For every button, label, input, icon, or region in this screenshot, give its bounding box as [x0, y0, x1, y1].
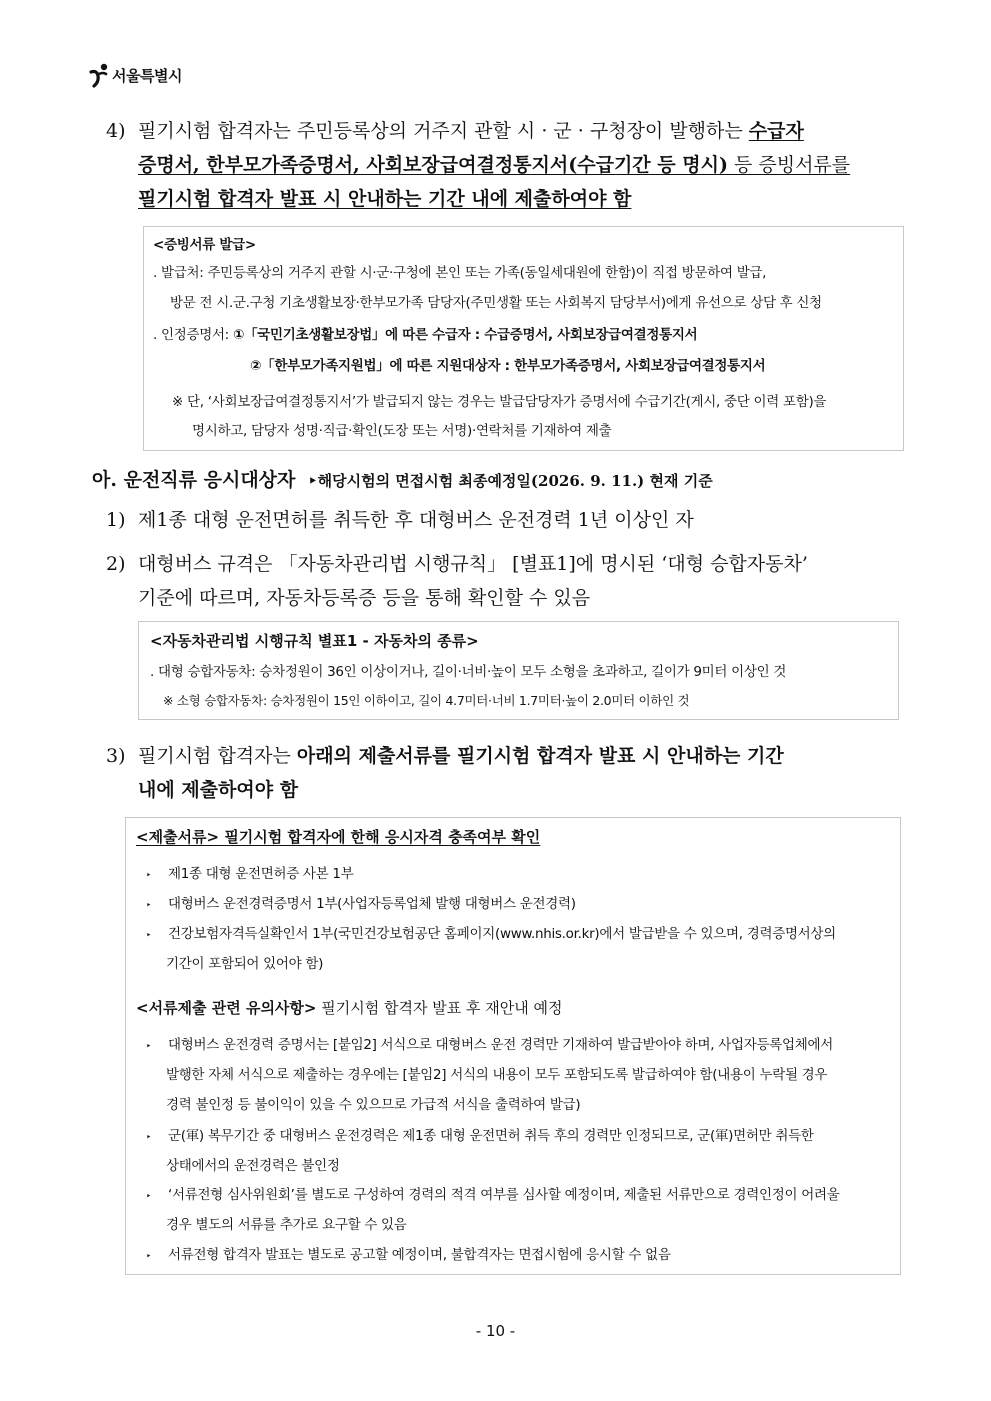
submission-item-2-text: 대형버스 운전경력증명서 1부(사업자등록업체 발행 대형버스 운전경력): [168, 896, 576, 912]
proof-box-line3-emphasis: ①「국민기초생활보장법」에 따른 수급자 : 수급증명서, 사회보장급여결정통지서: [232, 327, 698, 343]
submission-item-1: [146, 859, 353, 892]
item4-line2: [138, 148, 850, 182]
item3-line1-emphasis: 아래의 제출서류를 필기시험 합격자 발표 시 안내하는 기간: [296, 745, 784, 767]
item2-number: 2): [106, 553, 126, 575]
proof-box-note2: 명시하고, 담당자 성명·직급·확인(도장 또는 서명)·연락처를 기재하여 제출: [192, 423, 612, 439]
bullet-icon: ‣: [146, 931, 152, 941]
item4-line2-text: 등 증빙서류를: [727, 154, 851, 176]
vehicle-box-title: <자동차관리법 시행규칙 별표1 - 자동차의 종류>: [150, 632, 479, 650]
item2-line2: 기준에 따르며, 자동차등록증 등을 통해 확인할 수 있음: [138, 587, 591, 609]
item1-text: 제1종 대형 운전면허를 취득한 후 대형버스 운전경력 1년 이상인 자: [138, 509, 694, 531]
bullet-icon: ‣: [146, 1192, 152, 1202]
item3-line2: 내에 제출하여야 함: [138, 779, 299, 801]
notice-item-3-line1: ‘서류전형 심사위원회’를 별도로 구성하여 경력의 적격 여부를 심사할 예정이며, 제출된 서류만으로 경력인정이 어려울: [168, 1187, 840, 1203]
vehicle-box-line2: ※ 소형 승합자동차: 승차정원이 15인 이하이고, 길이 4.7미터·너비 1.7미터·높이 2.0미터 이하인 것: [163, 693, 690, 708]
notice-item-4: [146, 1240, 671, 1273]
submission-item-3-text: 건강보험자격득실확인서 1부(국민건강보험공단 홈페이지(www.nhis.or.kr)에서 발급받을 수 있으며, 경력증명서상의: [168, 926, 836, 942]
notice-item-1-line3: 경력 불인정 등 불이익이 있을 수 있으므로 가급적 서식을 출력하여 발급): [166, 1097, 581, 1113]
item4-line1-text: 필기시험 합격자는 주민등록상의 거주지 관할 시 · 군 · 구청장이 발행하는: [138, 120, 749, 142]
proof-box-line4: ②「한부모가족지원법」에 따른 지원대상자 : 한부모가족증명서, 사회보장급여결정통지서: [250, 358, 766, 374]
item3-line1: [138, 739, 784, 773]
logo-text: 서울특별시: [112, 66, 182, 85]
section-heading: [92, 465, 713, 496]
item4-line3: 필기시험 합격자 발표 시 안내하는 기간 내에 제출하여야 함: [138, 188, 632, 210]
item4-number: 4): [106, 120, 126, 142]
submission-box-title: <제출서류> 필기시험 합격자에 한해 응시자격 충족여부 확인: [136, 828, 541, 846]
proof-box-line2: 방문 전 시.군.구청 기초생활보장·한부모가족 담당자(주민생활 또는 사회복지 담당부서)에게 유선으로 상담 후 신청: [170, 295, 822, 311]
page-number: - 10 -: [475, 1322, 516, 1340]
item3-number: 3): [106, 745, 126, 767]
notice-title: <서류제출 관련 유의사항>: [136, 999, 317, 1017]
section-heading-sub: ‣해당시험의 면접시험 최종예정일(2026. 9. 11.) 현재 기준: [308, 472, 713, 490]
header-logo: [88, 62, 182, 88]
proof-box-note1: ※ 단, ‘사회보장급여결정통지서’가 발급되지 않는 경우는 발급담당자가 증명서에 수급기간(게시, 중단 이력 포함)을: [172, 394, 827, 410]
item3-line1-text: 필기시험 합격자는: [138, 745, 297, 767]
notice-item-3: [146, 1180, 839, 1213]
bullet-icon: ‣: [146, 1133, 152, 1143]
bullet-icon: ‣: [146, 901, 152, 911]
item4-line1-emphasis: 수급자: [748, 120, 804, 142]
notice-item-4-line1: 서류전형 합격자 발표는 별도로 공고할 예정이며, 불합격자는 면접시험에 응시할 수 없음: [168, 1247, 671, 1263]
bullet-icon: ‣: [146, 1042, 152, 1052]
notice-item-2-line1: 군(軍) 복무기간 중 대형버스 운전경력은 제1종 대형 운전면허 취득 후의 경력만 인정되므로, 군(軍)면허만 취득한: [168, 1128, 814, 1144]
proof-box-line1: . 발급처: 주민등록상의 거주지 관할 시·군·구청에 본인 또는 가족(동일세대원에 한함)이 직접 방문하여 발급,: [153, 265, 767, 281]
bullet-icon: ‣: [146, 871, 152, 881]
notice-item-2-line2: 상태에서의 운전경력은 불인정: [166, 1158, 340, 1174]
submission-item-1-text: 제1종 대형 운전면허증 사본 1부: [168, 866, 354, 882]
notice-item-1: [146, 1030, 833, 1063]
proof-box-line3: [153, 320, 697, 351]
notice-item-1-line2: 발행한 자체 서식으로 제출하는 경우에는 [붙임2] 서식의 내용이 모두 포함되도록 발급하여야 함(내용이 누락될 경우: [166, 1067, 828, 1083]
item1-number: 1): [106, 509, 126, 531]
submission-item-2: [146, 889, 576, 922]
submission-item-3-cont: 기간이 포함되어 있어야 함): [166, 956, 324, 972]
notice-item-1-line1: 대형버스 운전경력 증명서는 [붙임2] 서식으로 대형버스 운전 경력만 기재하여 발급받아야 하며, 사업자등록업체에서: [168, 1037, 833, 1053]
item2-line1: 대형버스 규격은 「자동차관리법 시행규칙」 [별표1]에 명시된 ‘대형 승합자동차’: [138, 553, 808, 575]
notice-sub: 필기시험 합격자 발표 후 재안내 예정: [316, 999, 563, 1017]
notice-heading: [136, 997, 562, 1018]
proof-box-line3-label: . 인정증명서:: [153, 327, 233, 343]
proof-box-title: <증빙서류 발급>: [153, 237, 256, 253]
section-heading-title: 아. 운전직류 응시대상자: [92, 469, 296, 491]
item4-line2-emphasis: 증명서, 한부모가족증명서, 사회보장급여결정통지서(수급기간 등 명시): [138, 154, 728, 176]
seoul-logo-icon: [88, 62, 110, 88]
vehicle-box-line1: . 대형 승합자동차: 승차정원이 36인 이상이거나, 길이·너비·높이 모두 소형을 초과하고, 길이가 9미터 이상인 것: [150, 664, 787, 680]
notice-item-2: [146, 1121, 814, 1154]
submission-item-3: [146, 919, 836, 952]
bullet-icon: ‣: [146, 1252, 152, 1262]
notice-item-3-line2: 경우 별도의 서류를 추가로 요구할 수 있음: [166, 1217, 407, 1233]
item4-line1: [138, 114, 908, 148]
